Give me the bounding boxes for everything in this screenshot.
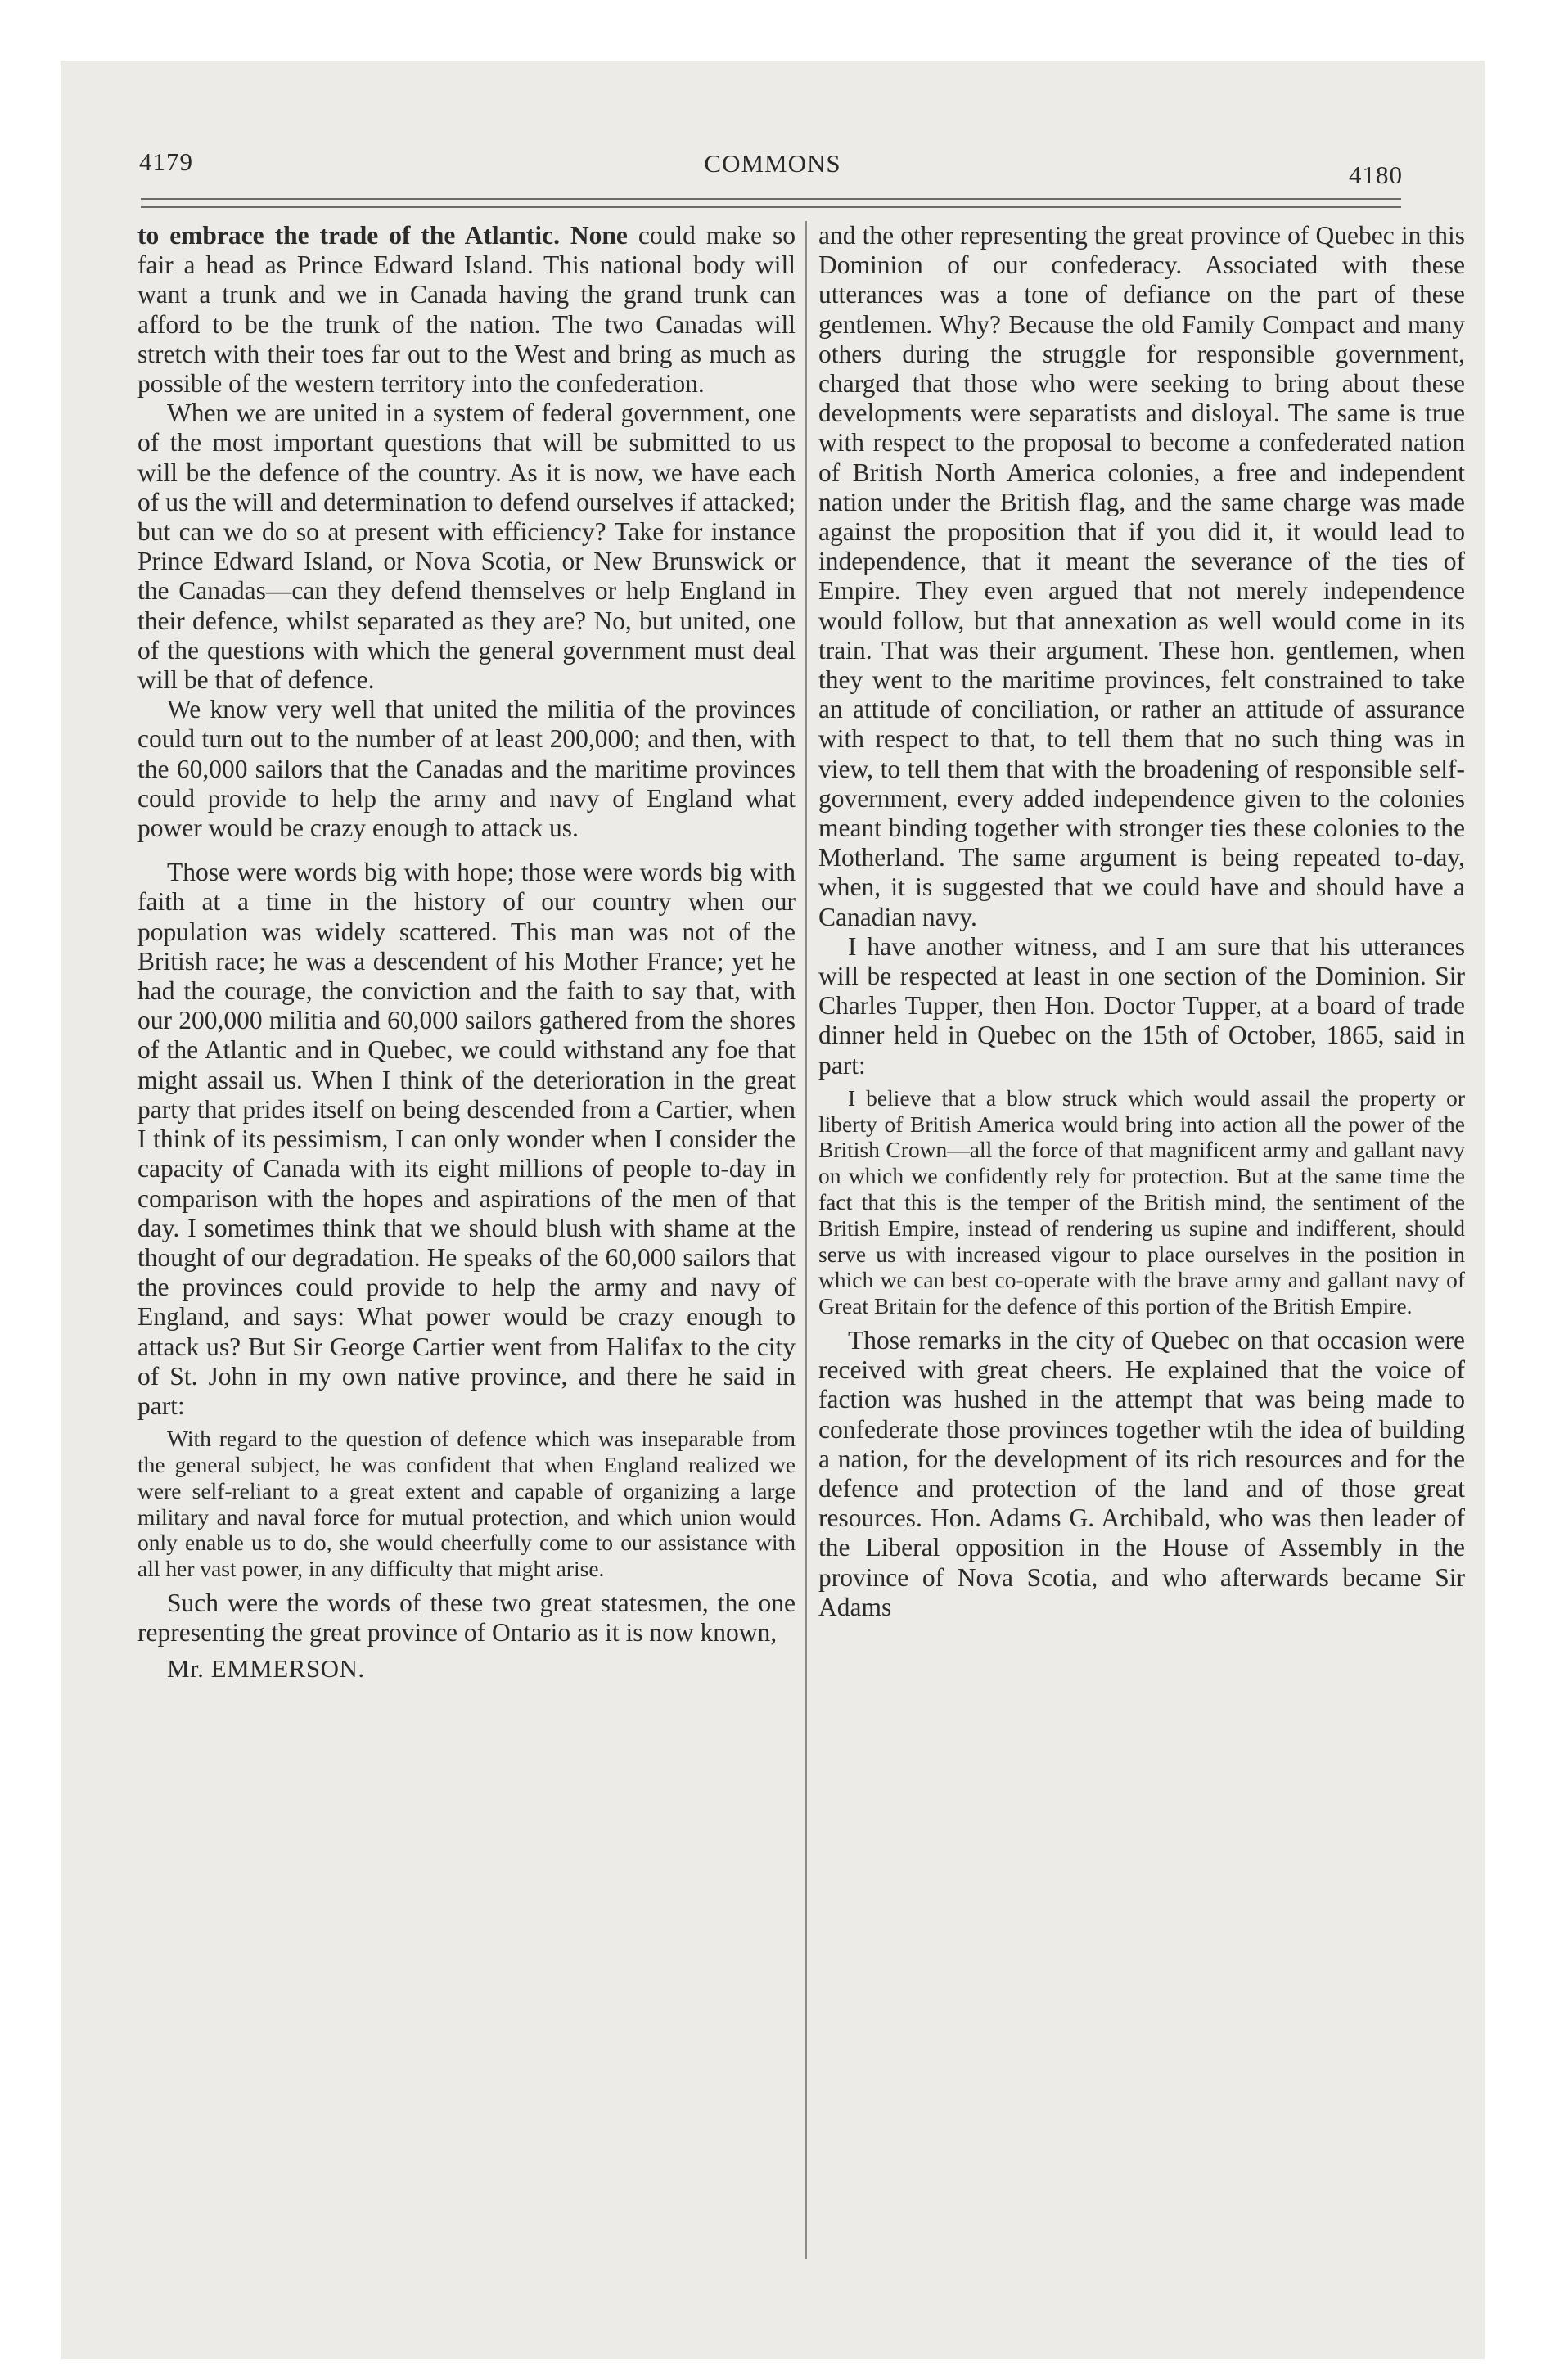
paragraph: When we are united in a system of federal government, one of the most important questions that will be submitted to us will be the defence of the country. As it is now, we have each of us the will and determination to defend ourselves if attacked; but can we do so at present with efficiency? Take for instance Prince Edward Island, or Nova Scotia, or New Brunswick or the Canadas—can they defend themselves or help England in their defence, whilst separated as they are? No, but united, one of the questions with which the general government must deal will be that of defence. <box>137 399 796 695</box>
paragraph-text: could make so fair a head as Prince Edward Island. This national body will want a trunk and we in Canada having the grand trunk can afford to be the trunk of the nation. The two Canadas will stretch with their toes far out to the West and bring as much as possible of the western territory into the confederation. <box>137 221 796 399</box>
bold-lead-text: to embrace the trade of the Atlantic. None <box>137 221 628 250</box>
section-title: COMMONS <box>704 149 841 178</box>
paragraph <box>137 221 796 399</box>
speaker-name: Mr. EMMERSON. <box>167 1654 365 1684</box>
paragraph: Those were words big with hope; those were words big with faith at a time in the history of our country when our population was widely scattered. This man was not of the British race; he was a descendent of his Mother France; yet he had the courage, the conviction and the faith to say that, with our 200,000 militia and 60,000 sailors gathered from the shores of the Atlantic and in Quebec, we could withstand any foe that might assail us. When I think of the deterioration in the great party that prides itself on being descended from a Cartier, when I think of its pessimism, I can only wonder when I consider the capacity of Canada with its eight millions of people to-day in comparison with the hopes and aspirations of the men of that day. I sometimes think that we should blush with shame at the thought of our degradation. He speaks of the 60,000 sailors that the provinces could provide to help the army and navy of England, and says: What power would be crazy enough to attack us? But Sir George Cartier went from Halifax to the city of St. John in my own native province, and there he said in part: <box>137 858 796 1420</box>
paragraph: Those remarks in the city of Quebec on that occasion were received with great cheers. He explained that the voice of faction was hushed in the attempt that was being made to confederate those provinces together wtih the idea of building a nation, for the development of its rich resources and for the defence and protection of the land and of those great resources. Hon. Adams G. Archibald, who was then leader of the Liberal opposition in the House of Assembly in the province of Nova Scotia, and who afterwards became Sir Adams <box>818 1326 1465 1621</box>
paragraph: We know very well that united the militia of the provinces could turn out to the number of at least 200,000; and then, with the 60,000 sailors that the Canadas and the maritime provinces could provide to help the army and navy of England what power would be crazy enough to attack us. <box>137 695 796 843</box>
paragraph: Such were the words of these two great statesmen, the one representing the great province of Ontario as it is now known, <box>137 1588 796 1648</box>
paragraph: I have another witness, and I am sure that his utterances will be respected at least in one section of the Dominion. Sir Charles Tupper, then Hon. Doctor Tupper, at a board of trade dinner held in Quebec on the 15th of October, 1865, said in part: <box>818 931 1465 1080</box>
column-divider <box>805 221 807 2259</box>
page-number-left: 4179 <box>139 147 193 176</box>
paragraph: and the other representing the great province of Quebec in this Dominion of our confederacy. Associated with these utterances was a tone of defiance on the part of these gentlemen. Why? Because the old Family Compact and many others during the struggle for responsible government, charged that those who were seeking to bring about these developments were separatists and disloyal. The same is true with respect to the proposal to become a confederated nation of British North America colonies, a free and independent nation under the British flag, and the same charge was made against the proposition that if you did it, it would lead to independence, that it meant the severance of the ties of Empire. They even argued that not merely independence would follow, but that annexation as well would come in its train. That was their argument. These hon. gentlemen, when they went to the maritime provinces, felt constrained to take an attitude of conciliation, or rather an attitude of assurance with respect to that, to tell them that no such thing was in view, to tell them that with the broadening of responsible self-government, every added independence given to the colonies meant binding together with stronger ties these colonies to the Motherland. The same argument is being repeated to-day, when, it is suggested that we could have and should have a Canadian navy. <box>818 221 1465 931</box>
spacer <box>137 843 796 858</box>
page-number-right: 4180 <box>1349 160 1403 189</box>
block-quote: With regard to the question of defence which was inseparable from the general subject, he was confident that when England realized we were self-reliant to a great extent and capable of organizing a large military and naval force for mutual protection, and which union would only enable us to do, she would cheerfully come to our assistance with all her vast power, in any difficulty that might arise. <box>137 1426 796 1582</box>
right-column <box>818 221 1465 1622</box>
block-quote: I believe that a blow struck which would assail the property or liberty of British America would bring into action all the power of the British Crown—all the force of that magnificent army and gallant navy on which we confidently rely for protection. But at the same time the fact that this is the temper of the British mind, the sentiment of the British Empire, instead of rendering us supine and indifferent, should serve us with increased vigour to place ourselves in the position in which we can best co-operate with the brave army and gallant navy of Great Britain for the defence of this portion of the British Empire. <box>818 1084 1465 1319</box>
header-rule-top <box>141 198 1401 200</box>
header-rule-bottom <box>141 206 1401 208</box>
document-page <box>61 61 1485 2359</box>
page-header <box>61 144 1485 189</box>
left-column <box>137 221 796 1684</box>
